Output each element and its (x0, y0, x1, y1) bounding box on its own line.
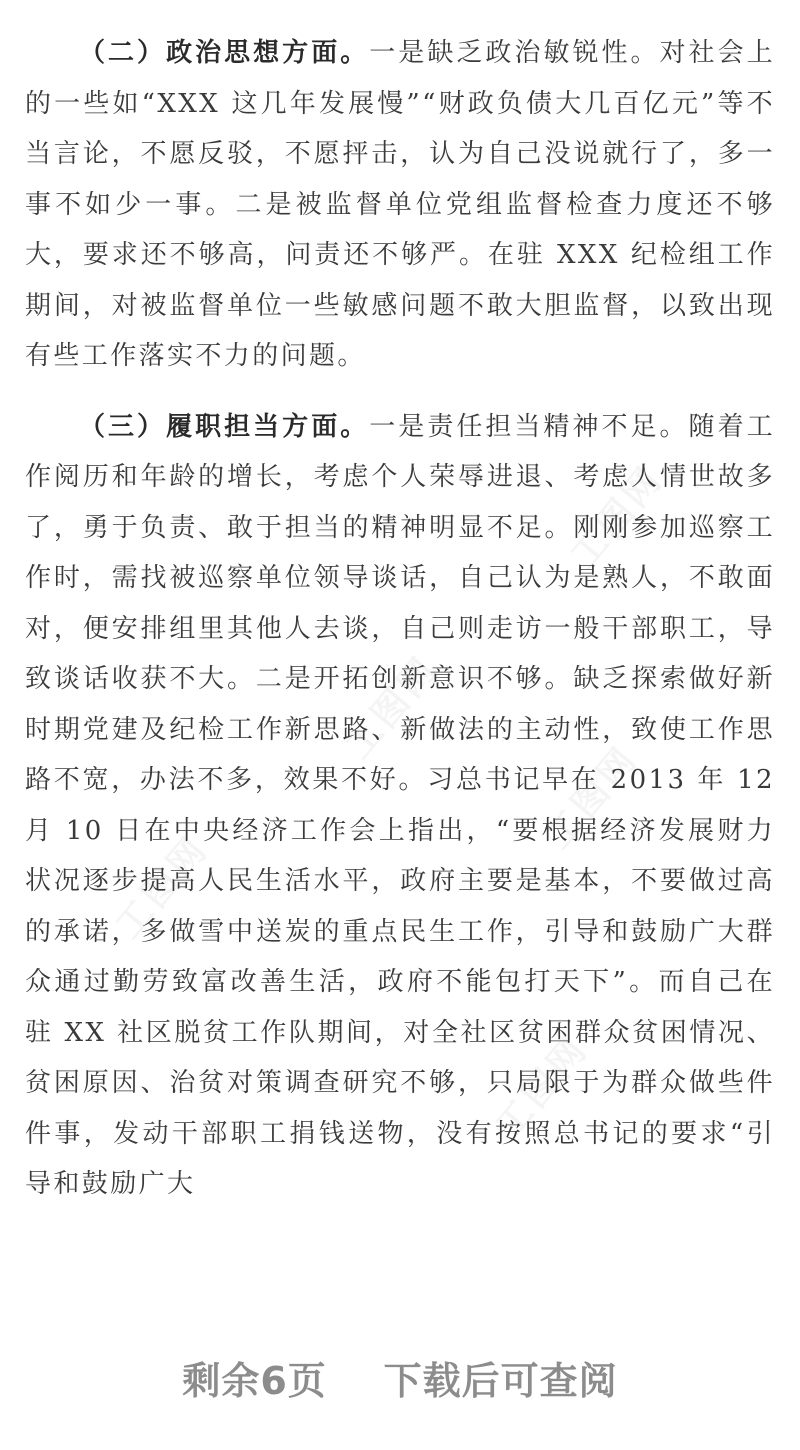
paragraph-text: 一是缺乏政治敏锐性。对社会上的一些如“XXX 这几年发展慢”“财政负债大几百亿元”等不当言论，不愿反驳，不愿抨击，认为自己没说就行了，多一事不如少一事。二是被监督单位党组监督检查力度还不够大，要求还不够高，问责还不够严。在驻 XXX 纪检组工作期间，对被监督单位一些敏感问题不敢大胆监督，以致出现有些工作落实不力的问题。 (25, 38, 775, 371)
watermark-text: 工图网 (488, 1028, 597, 1147)
paragraph-duty-responsibility (25, 402, 775, 1210)
paragraph-political-thought (25, 28, 775, 382)
watermark-text: 工图网 (338, 648, 447, 767)
watermark-text: 工图网 (108, 828, 217, 947)
document-body (25, 28, 775, 1230)
remaining-pages-text[interactable]: 剩余6页 下载后可查阅 (182, 1358, 618, 1403)
section-heading: （三）履职担当方面。 (79, 411, 370, 442)
watermark-text: 工图网 (563, 458, 672, 577)
download-prompt-banner[interactable] (0, 1342, 800, 1412)
paragraph-text: 一是责任担当精神不足。随着工作阅历和年龄的增长，考虑个人荣辱进退、考虑人情世故多了，勇于负责、敢于担当的精神明显不足。刚刚参加巡察工作时，需找被巡察单位领导谈话，自己认为是熟人，不敢面对，便安排组里其他人去谈，自己则走访一般干部职工，导致谈话收获不大。二是开拓创新意识不够。缺乏探索做好新时期党建及纪检工作新思路、新做法的主动性，致使工作思路不宽，办法不多，效果不好。习总书记早在 2013 年 12 月 10 日在中央经济工作会上指出，“要根据经济发展财力状况逐步提高人民生活水平，政府主要是基本，不要做过高的承诺，多做雪中送炭的重点民生工作，引导和鼓励广大群众通过勤劳致富改善生活，政府不能包打天下”。而自己在驻 XX 社区脱贫工作队期间，对全社区贫困群众贫困情况、贫困原因、治贫对策调查研究不够，只局限于为群众做些件件事，发动干部职工捐钱送物，没有按照总书记的要求“引导和鼓励广大 (25, 411, 775, 1199)
watermark-text: 工图网 (538, 738, 647, 857)
section-heading: （二）政治思想方面。 (79, 38, 370, 68)
